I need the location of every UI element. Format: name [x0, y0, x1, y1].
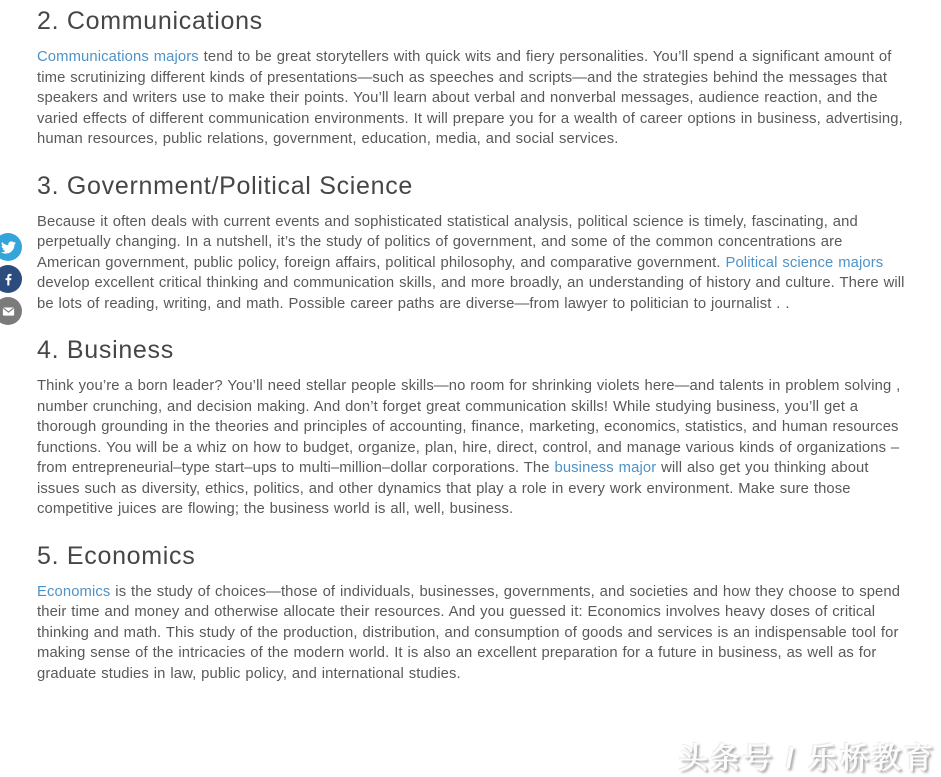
twitter-bird-icon: [1, 240, 16, 255]
article: [37, 0, 908, 684]
share-facebook-button[interactable]: [0, 265, 22, 293]
facebook-f-icon: [1, 272, 16, 287]
paragraph-text: develop excellent critical thinking and communication skills, and more broadly, an understanding of history and culture. There will be lots of reading, writing, and math. Possible career paths are diverse—from lawyer to politician to journalist . .: [37, 275, 905, 312]
inline-link[interactable]: business major: [554, 460, 657, 476]
paragraph-text: is the study of choices—those of individuals, businesses, governments, and societies and how they choose to spend their time and money and otherwise allocate their resources. And you guessed it: Economics involves heavy doses of critical thinking and math. This study of the production, distribution, and consumption of goods and services is an indispensable tool for making sense of the intricacies of the modern world. It is also an excellent preparation for a future in business, as well as for graduate studies in law, public policy, and international studies.: [37, 583, 901, 682]
inline-link[interactable]: Economics: [37, 583, 111, 600]
section-paragraph: [37, 376, 908, 520]
inline-link[interactable]: Communications majors: [37, 49, 199, 65]
watermark: 头条号 / 乐桥教育: [678, 743, 936, 775]
inline-link[interactable]: Political science majors: [725, 254, 884, 271]
paragraph-text: will also get you thinking about issues such as diversity, ethics, politics, and other dynamics that play a role in every work environment. Make sure those competitive juices are flowing; the business world is all, well, business.: [37, 460, 869, 517]
section-heading-2: 2. Communications: [37, 7, 263, 35]
paragraph-text: tend to be great storytellers with quick wits and fiery personalities. You’ll spend a significant amount of time scrutinizing different kinds of presentations—such as speeches and scripts—and the strategies behind the messages that speakers and writers use to make their points. You’ll learn about verbal and nonverbal messages, audience reaction, and the varied effects of different communication environments. It will prepare you for a wealth of career options in business, advertising, human resources, public relations, government, education, media, and social services.: [37, 49, 903, 147]
section-heading-4: 4. Business: [37, 336, 174, 364]
section-paragraph: [37, 212, 908, 315]
envelope-icon: [1, 304, 16, 319]
section-heading-3: 3. Government/Political Science: [37, 171, 414, 200]
share-sidebar: [0, 233, 22, 325]
article-sections: [37, 7, 908, 684]
section-paragraph: [37, 582, 908, 685]
share-email-button[interactable]: [0, 297, 22, 325]
section-paragraph: [37, 47, 908, 150]
paragraph-text: Because it often deals with current events and sophisticated statistical analysis, political science is timely, fascinating, and perpetually changing. In a nutshell, it’s the study of politics of government, and some of the common concentrations are American government, public policy, foreign affairs, political philosophy, and comparative government.: [37, 213, 858, 271]
section-heading-5: 5. Economics: [37, 541, 196, 570]
share-twitter-button[interactable]: [0, 233, 22, 261]
paragraph-text: Think you’re a born leader? You’ll need stellar people skills—no room for shrinking violets here—and talents in problem solving , number crunching, and decision making. And don’t forget great communication skills! While studying business, you’ll get a thorough grounding in the theories and principles of accounting, finance, marketing, economics, statistics, and human resources functions. You will be a whiz on how to budget, organize, plan, hire, direct, control, and manage various kinds of organizations –from entrepreneurial–type start–ups to multi–million–dollar corporations. The: [37, 378, 901, 476]
